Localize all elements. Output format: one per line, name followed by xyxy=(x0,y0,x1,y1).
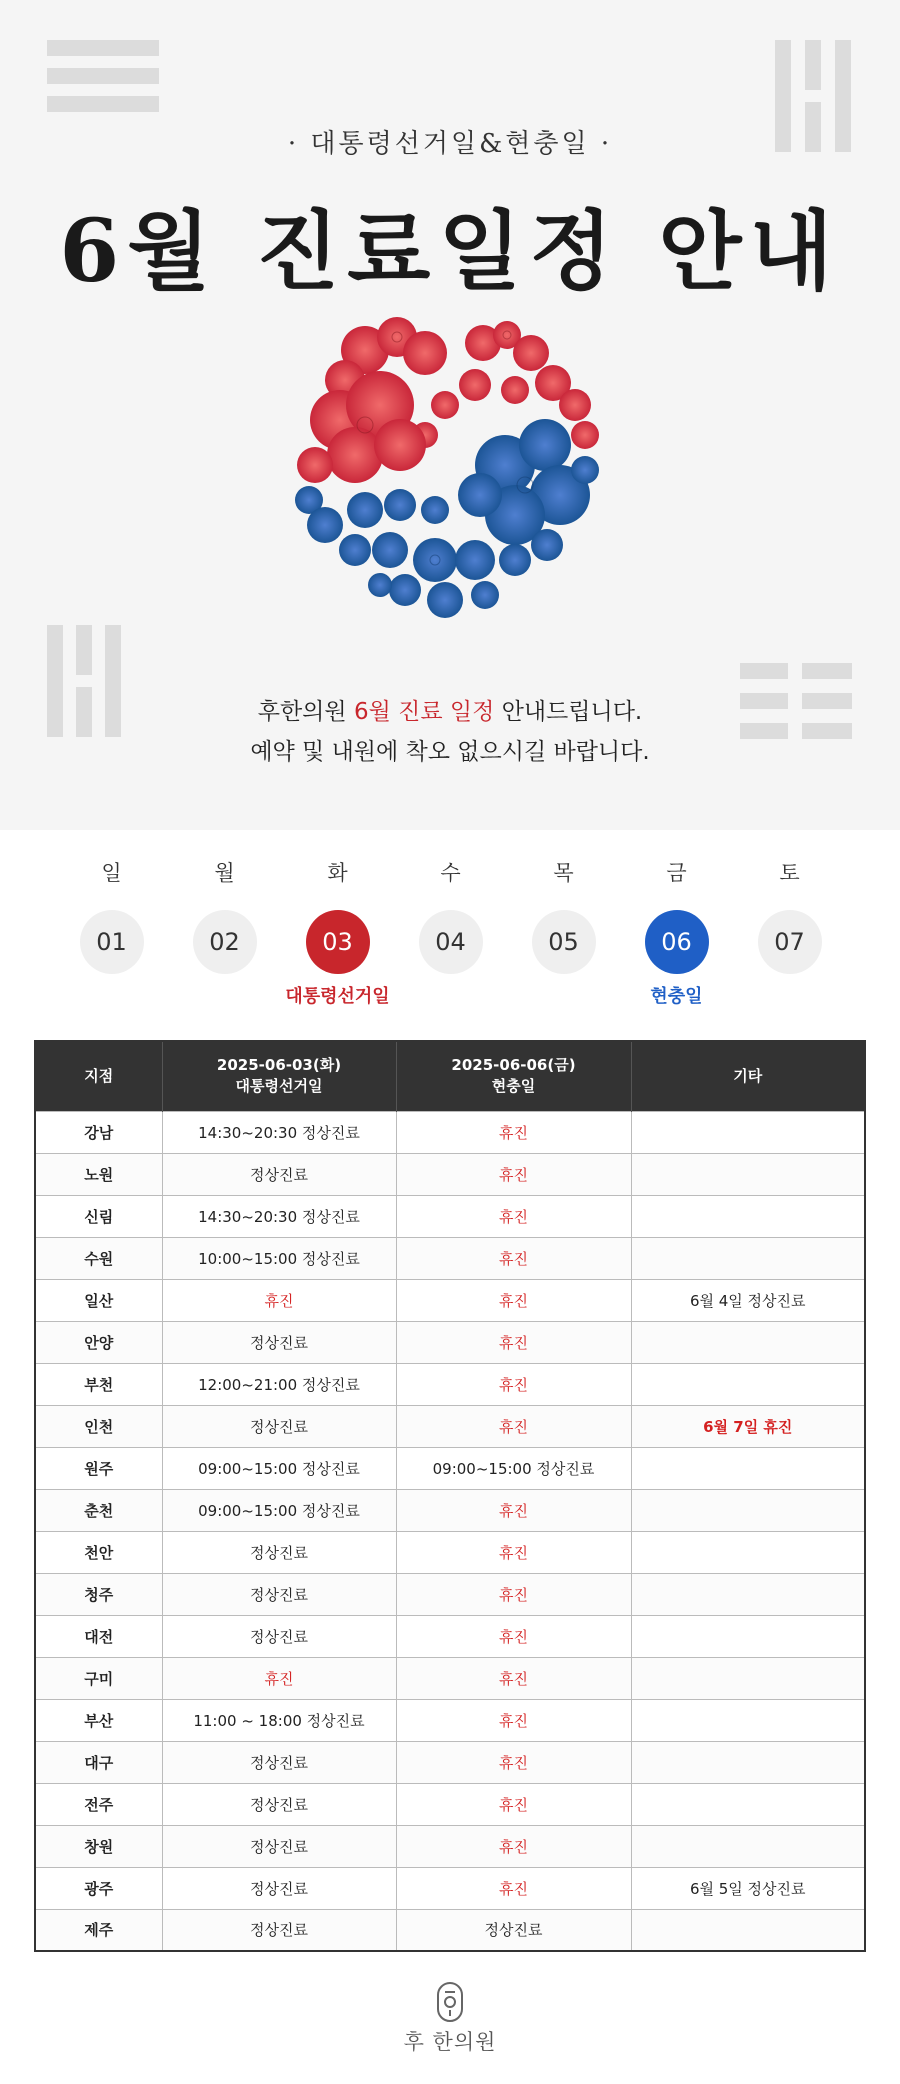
intro-line-1 xyxy=(0,692,900,732)
date-2-cell: 정상진료 xyxy=(396,1909,631,1951)
date-1-cell: 휴진 xyxy=(162,1279,396,1321)
date-2-cell: 휴진 xyxy=(396,1531,631,1573)
day-date-circle: 02 xyxy=(193,910,257,974)
date-1-cell: 휴진 xyxy=(162,1657,396,1699)
table-row xyxy=(35,1741,865,1783)
other-cell xyxy=(631,1825,865,1867)
day-date-circle: 06 xyxy=(645,910,709,974)
table-row xyxy=(35,1699,865,1741)
other-cell xyxy=(631,1237,865,1279)
table-row xyxy=(35,1783,865,1825)
table-row xyxy=(35,1447,865,1489)
table-row xyxy=(35,1153,865,1195)
intro-text xyxy=(0,692,900,772)
branch-cell: 인천 xyxy=(35,1405,162,1447)
intro-line-1-pre: 후한의원 xyxy=(257,699,354,725)
date-2-cell: 휴진 xyxy=(396,1783,631,1825)
header-date-1-sub: 대통령선거일 xyxy=(235,1077,323,1096)
day-date-circle: 07 xyxy=(758,910,822,974)
day-note: 현충일 xyxy=(650,986,703,1007)
table-row xyxy=(35,1279,865,1321)
branch-cell: 광주 xyxy=(35,1867,162,1909)
taeguk-flower-illustration xyxy=(285,305,615,645)
day-column xyxy=(281,858,394,1006)
other-cell xyxy=(631,1489,865,1531)
day-date-circle: 04 xyxy=(419,910,483,974)
date-2-cell: 휴진 xyxy=(396,1321,631,1363)
other-cell xyxy=(631,1195,865,1237)
day-name: 수 xyxy=(440,861,461,885)
table-row xyxy=(35,1825,865,1867)
branch-cell: 부산 xyxy=(35,1699,162,1741)
day-column xyxy=(55,858,168,1006)
header-date-1 xyxy=(162,1041,396,1111)
header-other: 기타 xyxy=(631,1041,865,1111)
other-cell xyxy=(631,1699,865,1741)
branch-cell: 전주 xyxy=(35,1783,162,1825)
branch-cell: 일산 xyxy=(35,1279,162,1321)
other-cell: 6월 7일 휴진 xyxy=(631,1405,865,1447)
other-cell xyxy=(631,1111,865,1153)
page-title: 6월 진료일정 안내 xyxy=(59,201,841,302)
table-row xyxy=(35,1573,865,1615)
other-cell xyxy=(631,1909,865,1951)
date-1-cell: 정상진료 xyxy=(162,1573,396,1615)
other-cell xyxy=(631,1321,865,1363)
date-2-cell: 휴진 xyxy=(396,1153,631,1195)
date-1-cell: 정상진료 xyxy=(162,1741,396,1783)
table-header-row xyxy=(35,1041,865,1111)
date-1-cell: 14:30~20:30 정상진료 xyxy=(162,1195,396,1237)
schedule-table-wrapper xyxy=(34,1040,864,1952)
branch-cell: 창원 xyxy=(35,1825,162,1867)
week-calendar xyxy=(55,858,845,1008)
date-2-cell: 휴진 xyxy=(396,1657,631,1699)
schedule-table xyxy=(34,1040,866,1952)
branch-cell: 대전 xyxy=(35,1615,162,1657)
day-name: 일 xyxy=(101,861,122,885)
date-1-cell: 09:00~15:00 정상진료 xyxy=(162,1447,396,1489)
date-2-cell: 휴진 xyxy=(396,1699,631,1741)
day-name: 토 xyxy=(779,861,800,885)
other-cell xyxy=(631,1573,865,1615)
other-cell xyxy=(631,1615,865,1657)
date-1-cell: 14:30~20:30 정상진료 xyxy=(162,1111,396,1153)
other-cell: 6월 4일 정상진료 xyxy=(631,1279,865,1321)
date-2-cell: 휴진 xyxy=(396,1615,631,1657)
date-1-cell: 정상진료 xyxy=(162,1531,396,1573)
date-1-cell: 정상진료 xyxy=(162,1825,396,1867)
date-2-cell: 휴진 xyxy=(396,1405,631,1447)
other-cell xyxy=(631,1447,865,1489)
day-note: 대통령선거일 xyxy=(285,986,390,1007)
branch-cell: 구미 xyxy=(35,1657,162,1699)
date-1-cell: 정상진료 xyxy=(162,1405,396,1447)
date-2-cell: 휴진 xyxy=(396,1237,631,1279)
table-row xyxy=(35,1657,865,1699)
branch-cell: 강남 xyxy=(35,1111,162,1153)
table-row xyxy=(35,1321,865,1363)
date-1-cell: 정상진료 xyxy=(162,1783,396,1825)
date-1-cell: 정상진료 xyxy=(162,1321,396,1363)
day-column xyxy=(733,858,846,1006)
date-2-cell: 휴진 xyxy=(396,1741,631,1783)
branch-cell: 노원 xyxy=(35,1153,162,1195)
date-1-cell: 11:00 ~ 18:00 정상진료 xyxy=(162,1699,396,1741)
branch-cell: 신림 xyxy=(35,1195,162,1237)
table-row xyxy=(35,1237,865,1279)
day-note xyxy=(394,982,507,1006)
hu-logo-icon xyxy=(430,1980,470,2024)
day-column xyxy=(394,858,507,1006)
date-1-cell: 10:00~15:00 정상진료 xyxy=(162,1237,396,1279)
day-name: 화 xyxy=(327,861,348,885)
day-date-circle: 03 xyxy=(306,910,370,974)
date-2-cell: 휴진 xyxy=(396,1825,631,1867)
date-2-cell: 휴진 xyxy=(396,1111,631,1153)
hero-subtitle: · 대통령선거일&현충일 · xyxy=(287,129,613,159)
branch-cell: 안양 xyxy=(35,1321,162,1363)
branch-cell: 수원 xyxy=(35,1237,162,1279)
day-note xyxy=(507,982,620,1006)
day-column xyxy=(507,858,620,1006)
branch-cell: 대구 xyxy=(35,1741,162,1783)
date-2-cell: 휴진 xyxy=(396,1195,631,1237)
date-1-cell: 정상진료 xyxy=(162,1909,396,1951)
date-1-cell: 09:00~15:00 정상진료 xyxy=(162,1489,396,1531)
branch-cell: 천안 xyxy=(35,1531,162,1573)
day-name: 목 xyxy=(553,861,574,885)
table-row xyxy=(35,1615,865,1657)
header-date-2 xyxy=(396,1041,631,1111)
intro-line-1-post: 안내드립니다. xyxy=(494,699,643,725)
header-date-2-sub: 현충일 xyxy=(491,1077,536,1096)
day-column xyxy=(620,858,733,1006)
header-date-1-date: 2025-06-03(화) xyxy=(216,1056,342,1075)
day-date-circle: 05 xyxy=(532,910,596,974)
table-row xyxy=(35,1489,865,1531)
header-branch: 지점 xyxy=(35,1041,162,1111)
table-row xyxy=(35,1867,865,1909)
other-cell xyxy=(631,1657,865,1699)
other-cell xyxy=(631,1363,865,1405)
table-row xyxy=(35,1909,865,1951)
branch-cell: 제주 xyxy=(35,1909,162,1951)
other-cell xyxy=(631,1783,865,1825)
day-note xyxy=(733,982,846,1006)
branch-cell: 부천 xyxy=(35,1363,162,1405)
intro-highlight: 6월 진료 일정 xyxy=(353,699,495,725)
day-note xyxy=(168,982,281,1006)
branch-cell: 춘천 xyxy=(35,1489,162,1531)
branch-cell: 청주 xyxy=(35,1573,162,1615)
header-date-2-date: 2025-06-06(금) xyxy=(451,1056,576,1075)
day-name: 월 xyxy=(214,861,235,885)
date-1-cell: 정상진료 xyxy=(162,1153,396,1195)
trigram-top-left-icon xyxy=(47,40,159,112)
date-2-cell: 휴진 xyxy=(396,1489,631,1531)
other-cell xyxy=(631,1741,865,1783)
date-1-cell: 정상진료 xyxy=(162,1615,396,1657)
date-2-cell: 휴진 xyxy=(396,1573,631,1615)
other-cell xyxy=(631,1153,865,1195)
brand-name: 후 한의원 xyxy=(403,2030,497,2054)
date-2-cell: 휴진 xyxy=(396,1867,631,1909)
table-row xyxy=(35,1111,865,1153)
day-column xyxy=(168,858,281,1006)
intro-line-2: 예약 및 내원에 착오 없으시길 바랍니다. xyxy=(250,739,650,765)
table-row xyxy=(35,1531,865,1573)
table-row xyxy=(35,1363,865,1405)
date-2-cell: 휴진 xyxy=(396,1279,631,1321)
day-name: 금 xyxy=(666,861,687,885)
day-note xyxy=(55,982,168,1006)
table-row xyxy=(35,1195,865,1237)
footer xyxy=(0,1980,900,2056)
branch-cell: 원주 xyxy=(35,1447,162,1489)
day-date-circle: 01 xyxy=(80,910,144,974)
date-1-cell: 정상진료 xyxy=(162,1867,396,1909)
date-1-cell: 12:00~21:00 정상진료 xyxy=(162,1363,396,1405)
table-row xyxy=(35,1405,865,1447)
other-cell: 6월 5일 정상진료 xyxy=(631,1867,865,1909)
hero-section xyxy=(0,0,900,830)
date-2-cell: 09:00~15:00 정상진료 xyxy=(396,1447,631,1489)
other-cell xyxy=(631,1531,865,1573)
date-2-cell: 휴진 xyxy=(396,1363,631,1405)
